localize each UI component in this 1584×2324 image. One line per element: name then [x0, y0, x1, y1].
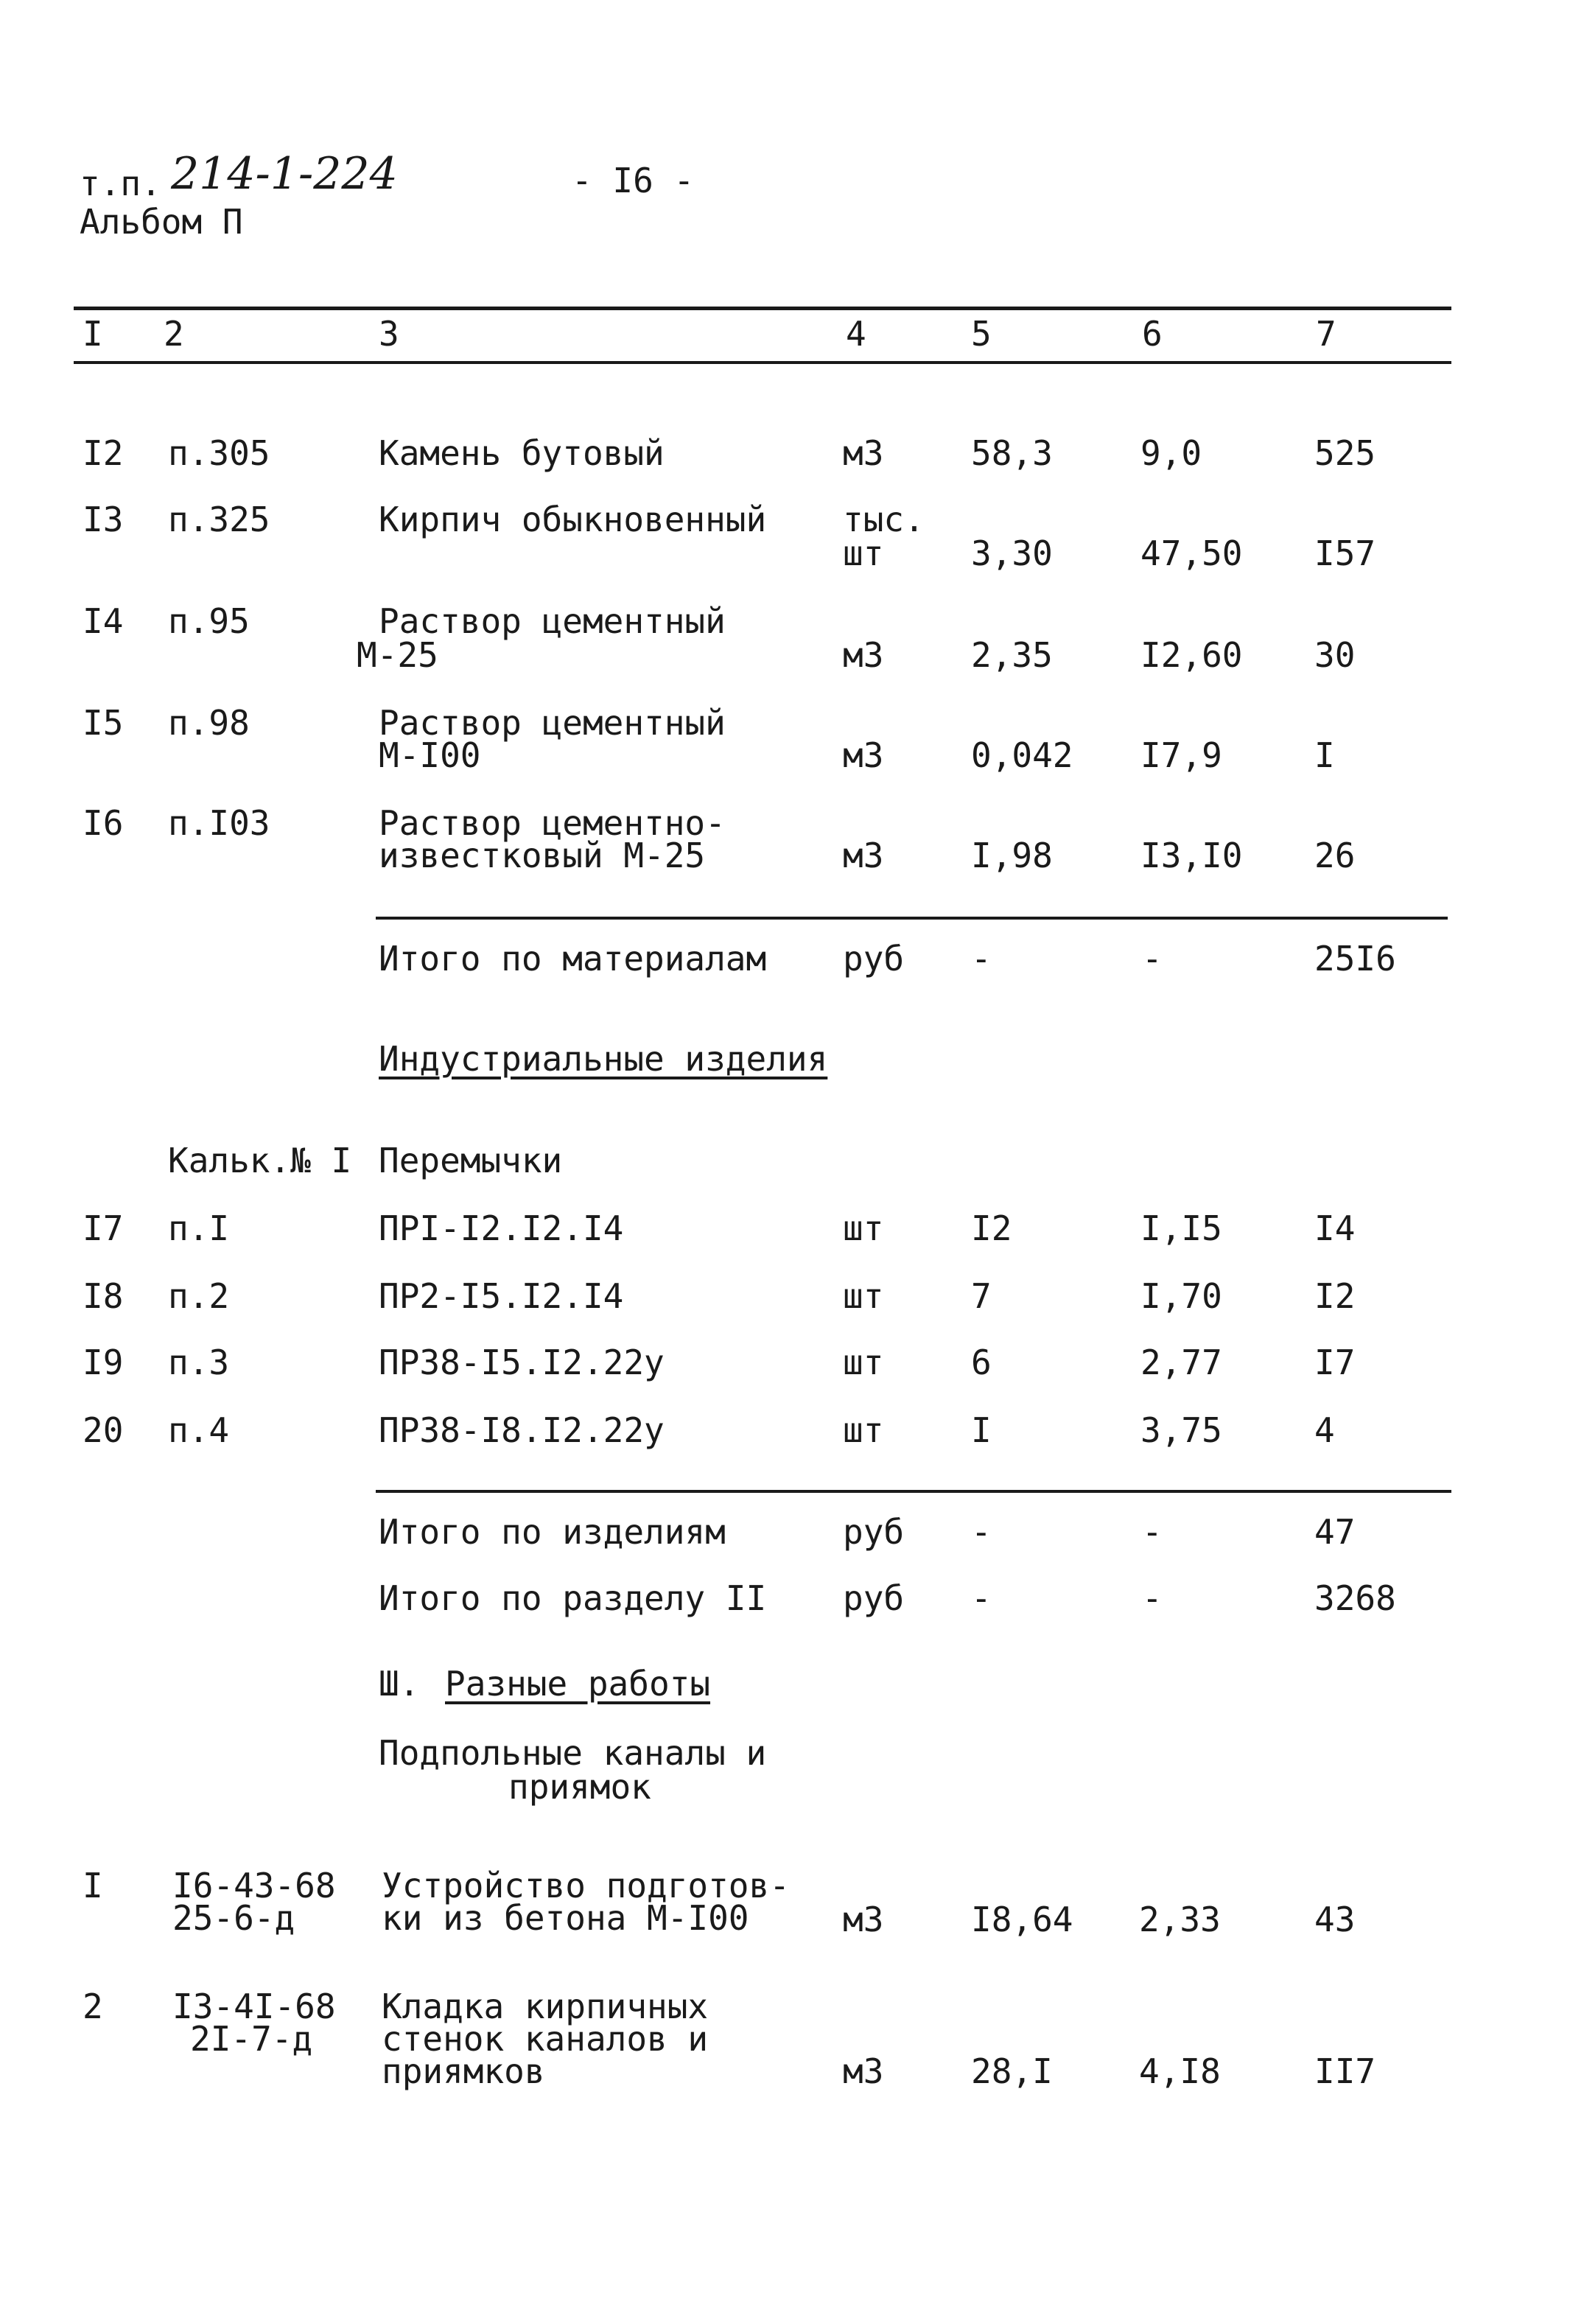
material-qty: 2,35 — [971, 635, 1053, 675]
tp-prefix: т.п. — [80, 164, 161, 203]
product-unit: шт — [843, 1343, 884, 1382]
product-price: 3,75 — [1140, 1410, 1222, 1450]
product-no: I9 — [83, 1343, 124, 1382]
product-unit: шт — [843, 1276, 884, 1316]
material-qty: 0,042 — [971, 735, 1073, 775]
subtotal-rule — [376, 1490, 1451, 1493]
total-section-unit: руб — [843, 1578, 905, 1618]
material-price: I7,9 — [1140, 735, 1222, 775]
col-num-5: 5 — [971, 314, 992, 354]
material-ref: п.305 — [168, 433, 270, 473]
total-materials-label: Итого по материалам — [379, 939, 767, 979]
material-qty: 58,3 — [971, 433, 1053, 473]
subtotal-rule — [376, 917, 1448, 920]
product-qty: I — [971, 1410, 992, 1450]
subheading-line: приямок — [508, 1767, 651, 1807]
section3-title: Разные работы — [445, 1664, 711, 1704]
product-ref: п.4 — [168, 1410, 230, 1450]
material-name: М-25 — [357, 635, 438, 675]
material-no: I3 — [83, 500, 124, 539]
material-unit: м3 — [843, 735, 884, 775]
material-no: I2 — [83, 433, 124, 473]
work-ref: 25-6-д — [172, 1898, 295, 1938]
material-name: Раствор цементно- — [379, 803, 726, 843]
total-products-qty: - — [971, 1512, 992, 1552]
header-bottom-rule — [74, 361, 1451, 364]
material-name: Раствор цементный — [379, 601, 726, 641]
work-name: стенок каналов и — [382, 2019, 709, 2059]
work-price: 2,33 — [1139, 1900, 1221, 1939]
work-price: 4,I8 — [1139, 2051, 1221, 2091]
col-num-3: 3 — [379, 314, 399, 354]
total-section-total: 3268 — [1314, 1578, 1396, 1618]
material-price: I3,I0 — [1140, 836, 1243, 875]
total-products-unit: руб — [843, 1512, 905, 1552]
material-total: 30 — [1314, 635, 1356, 675]
industrial-heading: Индустриальные изделия — [379, 1039, 828, 1079]
total-products-price: - — [1142, 1512, 1163, 1552]
total-section-qty: - — [971, 1578, 992, 1618]
work-no: I — [83, 1866, 103, 1905]
product-name: ПР38-I8.I2.22у — [379, 1410, 665, 1450]
work-name: ки из бетона М-I00 — [382, 1898, 749, 1938]
material-unit: м3 — [843, 433, 884, 473]
product-qty: 7 — [971, 1276, 992, 1316]
material-total: I — [1314, 735, 1335, 775]
subheading-line: Подпольные каналы и — [379, 1733, 767, 1773]
total-section-price: - — [1142, 1578, 1163, 1618]
work-no: 2 — [83, 1987, 103, 2026]
total-section-label: Итого по разделу II — [379, 1578, 767, 1618]
total-products-label: Итого по изделиям — [379, 1512, 726, 1552]
work-name: Кладка кирпичных — [382, 1987, 709, 2026]
total-materials-qty: - — [971, 939, 992, 979]
product-name: ПР2-I5.I2.I4 — [379, 1276, 624, 1316]
material-no: I4 — [83, 601, 124, 641]
page-number: - I6 - — [572, 161, 695, 200]
material-price: 9,0 — [1140, 433, 1202, 473]
product-no: I8 — [83, 1276, 124, 1316]
col-num-7: 7 — [1316, 314, 1336, 354]
material-name: М-I00 — [379, 735, 481, 775]
material-price: I2,60 — [1140, 635, 1243, 675]
product-total: 4 — [1314, 1410, 1335, 1450]
product-qty: 6 — [971, 1343, 992, 1382]
product-ref: п.I — [168, 1208, 230, 1248]
material-name: Кирпич обыкновенный — [379, 500, 767, 539]
product-no: I7 — [83, 1208, 124, 1248]
product-unit: шт — [843, 1208, 884, 1248]
work-total: II7 — [1314, 2051, 1376, 2091]
material-ref: п.325 — [168, 500, 270, 539]
product-price: 2,77 — [1140, 1343, 1222, 1382]
work-unit: м3 — [843, 1900, 884, 1939]
material-name: Камень бутовый — [379, 433, 665, 473]
work-qty: I8,64 — [971, 1900, 1073, 1939]
material-name: известковый М-25 — [379, 836, 706, 875]
calc-name: Перемычки — [379, 1141, 563, 1180]
col-num-6: 6 — [1142, 314, 1163, 354]
work-qty: 28,I — [971, 2051, 1053, 2091]
material-ref: п.95 — [168, 601, 250, 641]
work-ref: 2I-7-д — [190, 2019, 313, 2059]
total-materials-price: - — [1142, 939, 1163, 979]
product-total: I4 — [1314, 1208, 1356, 1248]
material-name: Раствор цементный — [379, 703, 726, 743]
tp-number: 214-1-224 — [171, 148, 398, 200]
work-total: 43 — [1314, 1900, 1356, 1939]
col-num-1: I — [83, 314, 103, 354]
col-num-2: 2 — [164, 314, 184, 354]
product-total: I2 — [1314, 1276, 1356, 1316]
material-qty: 3,30 — [971, 533, 1053, 573]
work-ref: I3-4I-68 — [172, 1987, 336, 2026]
material-price: 47,50 — [1140, 533, 1243, 573]
work-name: Устройство подготов- — [382, 1866, 790, 1905]
material-unit: м3 — [843, 836, 884, 875]
work-ref: I6-43-68 — [172, 1866, 336, 1905]
material-unit: м3 — [843, 635, 884, 675]
product-no: 20 — [83, 1410, 124, 1450]
product-name: ПРI-I2.I2.I4 — [379, 1208, 624, 1248]
material-ref: п.98 — [168, 703, 250, 743]
material-total: 525 — [1314, 433, 1376, 473]
material-total: 26 — [1314, 836, 1356, 875]
total-products-total: 47 — [1314, 1512, 1356, 1552]
product-ref: п.3 — [168, 1343, 230, 1382]
calc-ref: Кальк.№ I — [168, 1141, 352, 1180]
material-ref: п.I03 — [168, 803, 270, 843]
material-unit: шт — [843, 533, 884, 573]
product-total: I7 — [1314, 1343, 1356, 1382]
work-unit: м3 — [843, 2051, 884, 2091]
work-name: приямков — [382, 2051, 545, 2091]
total-materials-unit: руб — [843, 939, 905, 979]
material-total: I57 — [1314, 533, 1376, 573]
col-num-4: 4 — [846, 314, 866, 354]
product-price: I,70 — [1140, 1276, 1222, 1316]
section3-prefix: Ш. — [379, 1664, 420, 1704]
product-name: ПР38-I5.I2.22у — [379, 1343, 665, 1382]
product-price: I,I5 — [1140, 1208, 1222, 1248]
material-qty: I,98 — [971, 836, 1053, 875]
material-unit: тыс. — [843, 500, 925, 539]
product-qty: I2 — [971, 1208, 1012, 1248]
album-label: Альбом П — [80, 202, 243, 242]
total-materials-total: 25I6 — [1314, 939, 1396, 979]
material-no: I6 — [83, 803, 124, 843]
product-unit: шт — [843, 1410, 884, 1450]
material-no: I5 — [83, 703, 124, 743]
header-top-rule — [74, 307, 1451, 310]
product-ref: п.2 — [168, 1276, 230, 1316]
